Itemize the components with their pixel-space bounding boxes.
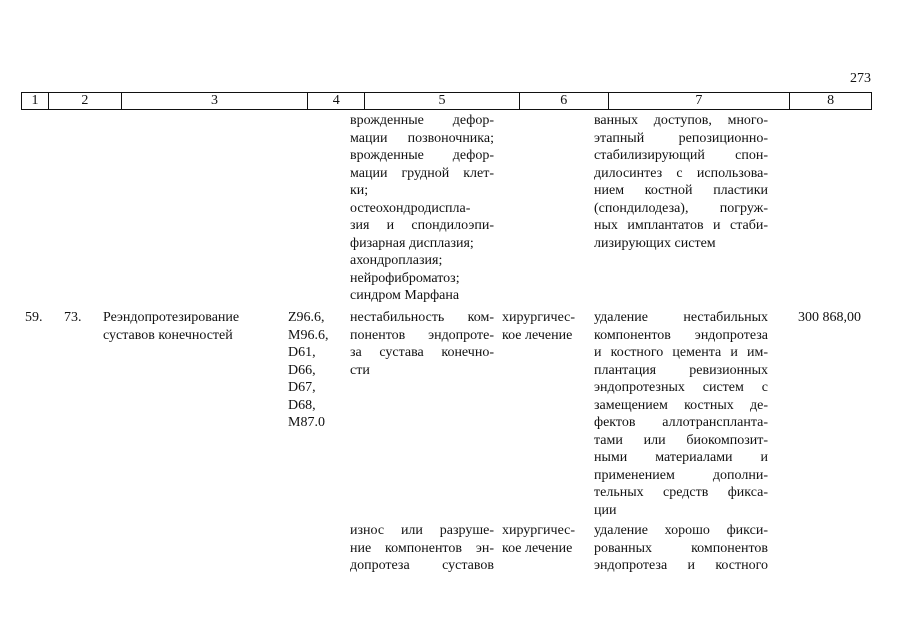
row-number <box>25 309 49 327</box>
text-line: применением дополни- <box>594 467 768 483</box>
text-line: нейрофиброматоз; <box>350 270 460 286</box>
text-line: зия и спондилоэпи- <box>350 218 494 233</box>
treatment-type-cell <box>502 309 588 344</box>
price-cell <box>798 309 872 327</box>
continued-diagnosis-cell <box>350 112 494 305</box>
text-line: суставов конечностей <box>103 327 233 343</box>
text-line: врожденные дефор- <box>350 148 494 163</box>
text-line: нием костной пластики <box>594 183 768 198</box>
text-line: ние компонентов эн- <box>350 540 494 556</box>
text-line: ки; <box>350 183 369 198</box>
text-line: тельных средств фикса- <box>594 485 768 500</box>
text-line: стабилизирующий спон- <box>594 148 768 163</box>
text-line: фектов аллотранспланта- <box>594 415 768 430</box>
text-line: хирургичес- <box>502 310 576 325</box>
method-cell <box>594 522 768 575</box>
text-line: D68, <box>288 397 316 413</box>
text-line: D67, <box>288 380 316 395</box>
text-line: компонентов эндопротеза <box>594 327 768 343</box>
text-line: M96.6, <box>288 327 329 343</box>
table-header-row <box>21 92 872 110</box>
text-line: кое лечение <box>502 540 573 556</box>
column-header-5: 5 <box>365 93 520 109</box>
text-line: удаление нестабильных <box>594 310 768 325</box>
column-header-7: 7 <box>609 93 791 109</box>
method-cell <box>594 309 768 519</box>
text-line: ных имплантатов и стаби- <box>594 218 768 233</box>
text-line: допротеза суставов <box>350 558 494 573</box>
column-header-2: 2 <box>49 93 122 109</box>
continued-method-cell <box>594 112 768 252</box>
text-line: Реэндопротезирование <box>103 310 240 325</box>
text-line: ными материалами и <box>594 450 768 465</box>
column-header-4: 4 <box>308 93 365 109</box>
text-line: 59. <box>25 310 43 325</box>
text-line: замещением костных де- <box>594 397 768 413</box>
text-line: тами или биокомпозит- <box>594 432 768 448</box>
condition-cell <box>350 522 494 575</box>
column-header-3: 3 <box>122 93 309 109</box>
text-line: M87.0 <box>288 415 325 430</box>
text-line: плантация ревизионных <box>594 362 768 378</box>
text-line: мации грудной клет- <box>350 165 494 181</box>
text-line: синдром Марфана <box>350 288 460 303</box>
text-line: кое лечение <box>502 327 573 343</box>
text-line: физарная дисплазия; <box>350 235 474 251</box>
text-line: удаление хорошо фикси- <box>594 523 768 538</box>
text-line: мации позвоночника; <box>350 130 494 146</box>
text-line: эндопротеза и костного <box>594 558 768 573</box>
page-number: 273 <box>850 71 871 86</box>
text-line: остеохондродиспла- <box>350 200 471 216</box>
column-header-6: 6 <box>520 93 609 109</box>
treatment-type-cell <box>502 522 588 557</box>
text-line: D66, <box>288 362 316 378</box>
text-line: ции <box>594 502 617 518</box>
text-line: лизирующих систем <box>594 235 716 251</box>
text-line: (спондилодеза), погруж- <box>594 200 768 216</box>
text-line: сти <box>350 362 370 378</box>
text-line: и костного цемента и им- <box>594 345 768 360</box>
text-line: ахондроплазия; <box>350 253 443 268</box>
text-line: D61, <box>288 345 316 360</box>
text-line: ванных доступов, много- <box>594 113 768 128</box>
text-line: хирургичес- <box>502 523 576 538</box>
procedure-name-cell <box>103 309 283 344</box>
condition-cell <box>350 309 494 379</box>
text-line: эндопротезных систем с <box>594 380 768 395</box>
column-header-8: 8 <box>827 93 835 108</box>
text-line: износ или разруше- <box>350 523 494 538</box>
text-line: нестабильность ком- <box>350 310 494 325</box>
text-line: дилосинтез с использова- <box>594 165 768 181</box>
diagnosis-codes-cell <box>288 309 340 432</box>
text-line: этапный репозиционно- <box>594 130 768 146</box>
text-line: Z96.6, <box>288 310 325 325</box>
text-line: врожденные дефор- <box>350 113 494 128</box>
text-line: 73. <box>64 310 82 325</box>
text-line: 300 868,00 <box>798 310 861 325</box>
text-line: за сустава конечно- <box>350 345 494 360</box>
column-header-1: 1 <box>22 93 49 109</box>
row-subnumber <box>64 309 94 327</box>
text-line: понентов эндопроте- <box>350 327 494 343</box>
text-line: рованных компонентов <box>594 540 768 556</box>
